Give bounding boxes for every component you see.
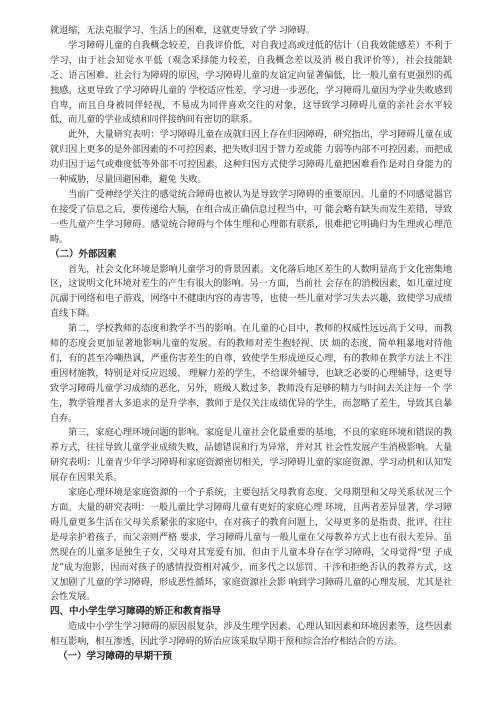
paragraph: 此外，大量研究表明：学习障碍儿童在成就归因上存在归因障碍，研究指出，学习障碍儿童在成就归因上更多的是外部因素的不可控因素，把失败归因于智力差或能 力弱等内部不可控因素，而把成功归因于运气或难度低等外部不可控因素，这种归因方式使学习障碍儿童把困难看作是对自身能力的一种威胁，尽量回避困难，避免 失败。 [50,129,452,186]
paragraph: 学习障碍儿童的自我概念较差，自我评价低，对自我过高或过低的估计（自我效能感差）不利于学习，由于社会知觉水平低（观念采择能力较差，自我概念差以及消 极自我评价等），社会技能缺乏、语言困难、社会行为障碍的原因，学习障碍儿童的友谊定向显著偏低，比一般儿童有更强烈的孤独感。这更导致了学习障碍儿童的 学校适应性差，学习进一步恶化，学习障碍儿童因为学业失败感到自卑，而且自身被同伴轻视，不易成为同伴喜欢交往的对象，这导致学习障碍儿童的亲社会水平较 低，而儿童的学业成绩和同伴接纳间有密切的联系。 [50,39,452,126]
section-heading-external-factors: （二）外部因素 [50,248,117,260]
paragraph: 首先，社会文化环境是影响儿童学习的背景因素。文化落后地区差生的人数明显高于文化密集地区，这说明文化环境对差生的产生有很大的影响。另一方面，当前社 会存在的消极因素，如儿童过度沉溺于网络和电子游戏，网络中不健康内容的毒害等，也使一些儿童对学习失去兴趣，致使学习成绩直线下降。 [50,263,452,320]
paragraph: 就退缩，无法克服学习、生活上的困难，这就更导致了学 习障碍。 [50,25,315,36]
subsection-heading-early-intervention: （一）学习障碍的早期干预 [58,651,172,663]
paragraph: 第二，学校教师的态度和教学不当的影响。在儿童的心目中，教师的权威性远远高于父母，而教师的态度会更加显著地影响儿童的发展。有的教师对差生抱轻视、厌 烦的态度，简单粗暴地对待他们，有的甚至冷嘲热讽，严重伤害差生的自尊，致使学生形成逆反心理，有的教师在教学方法上不注重因材施教，特别是对反应迟缓、 理解力差的学生，不给课外辅导，也缺乏必要的心理辅导，这更导致学习障碍儿童学习成绩的恶化，另外，班级人数过多，教师没有足够的精力与时间去关注每一个 学生，教学管理者大多追求的是升学率，教师于是仅关注成绩优异的学生，而忽略了差生，导致其自暴自弃。 [50,323,452,424]
section-heading-correction-guidance: 四、中小学生学习障碍的矫正和教育指导 [50,606,221,618]
paragraph: 第三，家庭心理环境问题的影响。家庭是儿童社会化最重要的基地，不良的家庭环境和错误的教养方式，往往导致儿童学业成绩失败，品德错误和行为异常，并对其 社会性发展产生消极影响。大量研究表明：儿童青少年学习障碍和家庭资源密切相关，学习障碍儿童的家庭资源、学习动机和认知发展存在因果关系。 [50,427,452,484]
paragraph: 造成中小学生学习障碍的原因很复杂，涉及生理学因素、心理认知因素和环境因素等，这些因素相互影响，相互渗透，因此学习障碍的矫治应该采取早期干预和综合治疗相结合的方法。 [50,621,452,648]
paragraph: 家庭心理环境是家庭资源的一个子系统，主要包括父母教育态度、父母期望和父母关系状况三个方面。大量的研究表明：一般儿童比学习障碍儿童有更好的家庭心理 环境，且两者差异显著，学习障碍儿童更多生活在父母关系紧张的家庭中，在对孩子的教育问题上，父母更多的是指责、批评，往往是母亲护着孩子，而父亲则严格 要求，学习障碍儿童与一般儿童在父母教养方式上也有很大差异。虽然现在的儿童多是独生子女，父母对其宠爱有加，但由于儿童本身存在学习障碍，父母觉得“望 子成龙”成为泡影，因而对孩子的感情投资相对减少，而多代之以惩罚、干涉和拒绝否认的教养方式，这又加剧了儿童的学习障碍，形成恶性循环，家庭资源社会影 响到学习障碍儿童的心理发展，尤其是社会性发展。 [50,487,452,603]
paragraph: 当前广受神经学关注的感觉统合障碍也被认为是导致学习障碍的重要原因。儿童的不同感觉器官在接受了信息之后，要传递给大脑，在组合成正确信息过程当中，可 能会略有缺失而发生差错，导致一些儿童产生学习障碍。感觉统合障碍与个体生理和心理都有联系，很难把它明确归为生理或心理范畴。 [50,188,452,245]
